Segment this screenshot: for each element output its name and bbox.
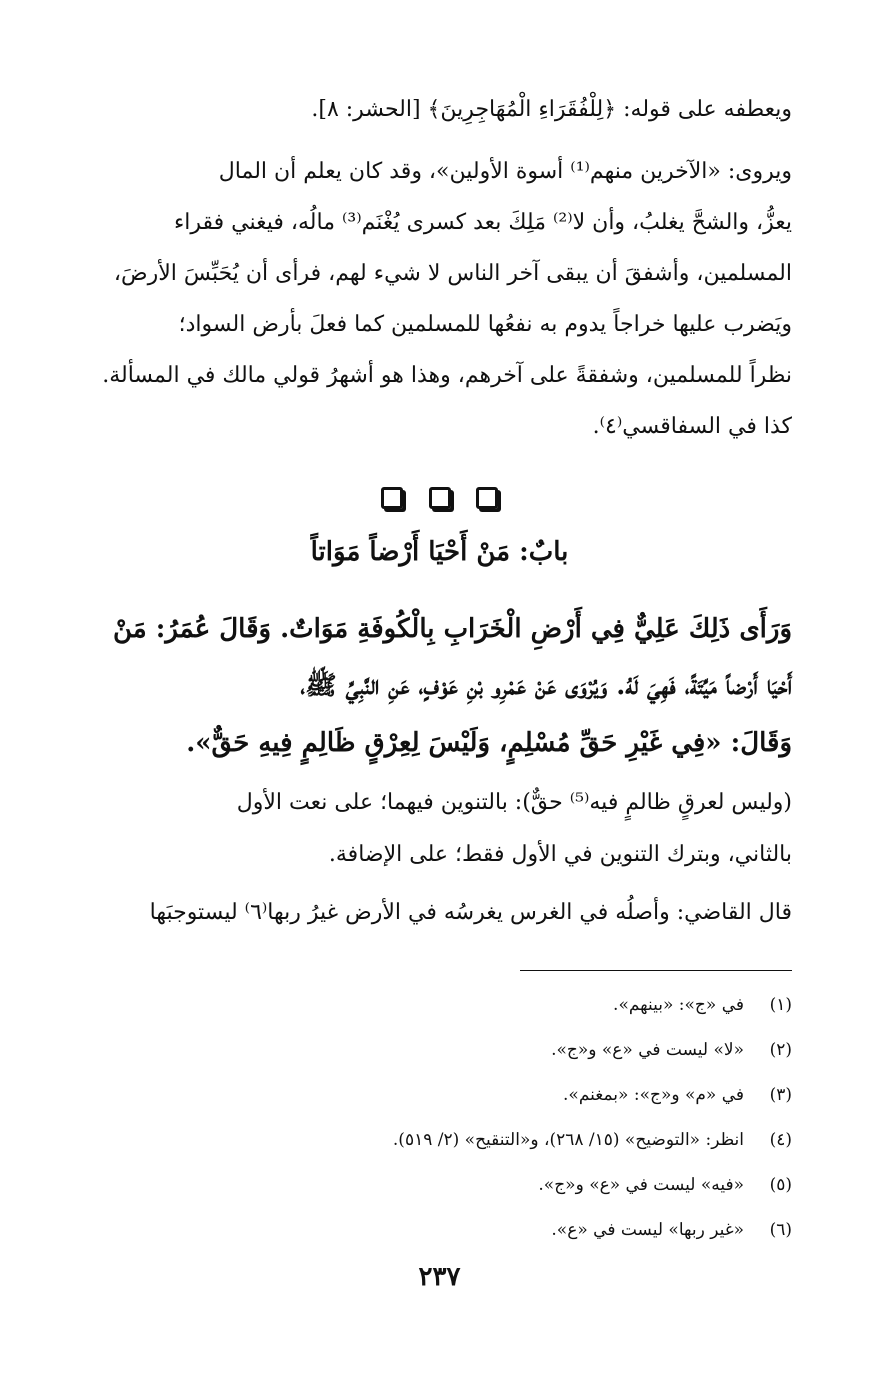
paragraph-line: كذا في السفاقسي⁽٤⁾. [592,414,792,439]
section-divider-ornament [0,487,879,513]
qadi-paragraph [78,887,792,939]
footnote-text: انظر: «التوضيح» (١٥/ ٢٦٨)، و«التنقيح» (٢/ ٥١٩). [392,1130,744,1150]
main-paragraph [78,146,792,452]
footnote-text: في «ج»: «بينهم». [613,995,744,1015]
footnote-number: (١) [769,995,792,1015]
footnote-text: «فيه» ليست في «ع» و«ج». [538,1175,744,1195]
footnote [78,983,792,1028]
paragraph-line: يعزُّ، والشحَّ يغلبُ، وأن لا⁽²⁾ مَلِكَ بعد كسرى يُغْنَم⁽³⁾ مالُه، فيغني فقراء [173,210,792,235]
paragraph-line: المسلمين، وأشفقَ أن يبقى آخر الناس لا شيء لهم، فرأى أن يُحَبِّسَ الأرضَ، [113,261,792,286]
footnote-separator [520,970,792,971]
footnote-text: في «م» و«ج»: «بمغنم». [563,1085,744,1105]
intro-text: ويعطفه على قوله: ﴿لِلْفُقَرَاءِ الْمُهَاجِرِينَ﴾ [الحشر: ٨]. [311,97,792,122]
hadith-line: وَرَأَى ذَلِكَ عَلِيٌّ فِي أَرْضِ الْخَرَابِ بِالْكُوفَةِ مَوَاتٌ. وَقَالَ عُمَرُ: مَنْ [112,614,792,644]
footnote-number: (٥) [769,1175,792,1195]
footnote-number: (٣) [769,1085,792,1105]
commentary-line: (وليس لعرقٍ ظالمٍ فيه⁽⁵⁾ حقٌّ): بالتنوين فيهما؛ على نعت الأول [236,790,792,815]
paragraph-line: ويروى: «الآخرين منهم⁽¹⁾ أسوة الأولين»، وقد كان يعلم أن المال [218,159,792,184]
chapter-title: بابٌ: مَنْ أَحْيَا أَرْضاً مَوَاتاً [310,537,569,567]
square-ornament-icon [381,487,403,509]
footnote-number: (٦) [769,1220,792,1240]
footnote [78,1163,792,1208]
footnote [78,1118,792,1163]
page-number: ٢٣٧ [418,1262,461,1292]
hadith-text [78,601,792,772]
footnote-text: «لا» ليست في «ع» و«ج». [551,1040,744,1060]
commentary-paragraph [78,777,792,881]
footnote [78,1208,792,1253]
footnote-number: (٢) [769,1040,792,1060]
square-ornament-icon [476,487,498,509]
footnote-text: «غير ربها» ليست في «ع». [551,1220,744,1240]
square-ornament-icon [429,487,451,509]
paragraph-line: ويَضرب عليها خراجاً يدوم به نفعُها للمسلمين كما فعلَ بأرض السواد؛ [178,312,792,337]
qadi-line: قال القاضي: وأصلُه في الغرس يغرسُه في الأرض غيرُ ربها⁽٦⁾ ليستوجبَها [149,900,792,925]
paragraph-line: نظراً للمسلمين، وشفقةً على آخرهم، وهذا هو أشهرُ قولي مالك في المسألة. [102,363,792,388]
footnote [78,1073,792,1118]
hadith-line: وَقَالَ: «فِي غَيْرِ حَقِّ مُسْلِمٍ، وَلَيْسَ لِعِرْقٍ ظَالِمٍ فِيهِ حَقٌّ». [186,728,792,758]
hadith-line: أَحْيَا أَرْضاً مَيِّتَةً، فَهِيَ لَهُ. وَيُرْوَى عَنْ عَمْرِو بْنِ عَوْفٍ، عَنِ النَّبِيِّ ﷺ، [300,671,792,701]
footnote-number: (٤) [769,1130,792,1150]
commentary-line: بالثاني، وبترك التنوين في الأول فقط؛ على الإضافة. [328,842,792,867]
intro-line [78,92,792,128]
footnote [78,1028,792,1073]
footnotes [78,983,792,1253]
